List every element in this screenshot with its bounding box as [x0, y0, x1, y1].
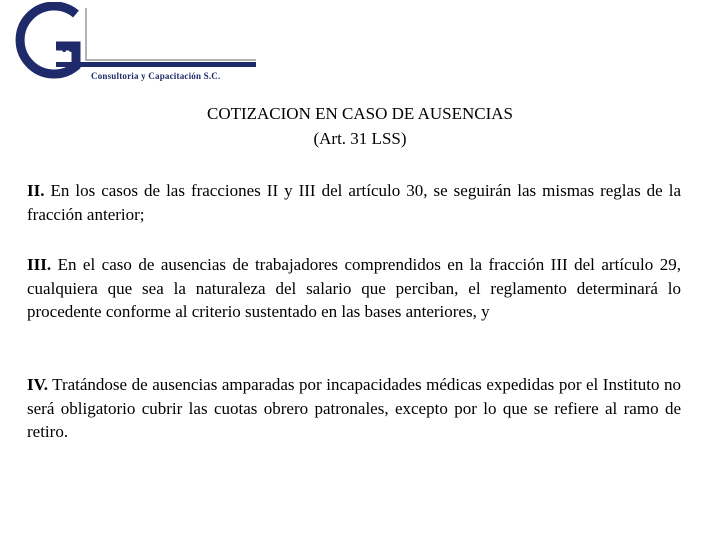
- logo-frame-line: [86, 8, 256, 60]
- company-logo: [4, 2, 260, 86]
- page-title: [0, 101, 720, 151]
- paragraph-numeral: III.: [27, 255, 52, 274]
- paragraph-numeral: IV.: [27, 375, 48, 394]
- paragraph-fraccion-iii: [27, 253, 681, 324]
- logo-mark-text: va: [60, 39, 77, 56]
- logo-graphic: [4, 2, 260, 86]
- logo-underline: [56, 62, 256, 67]
- title-line-2: (Art. 31 LSS): [313, 129, 407, 148]
- paragraph-fraccion-iv: [27, 373, 681, 444]
- paragraph-text: Tratándose de ausencias amparadas por incapacidades médicas expedidas por el Instituto no será obligatorio cubrir las cuotas obrero patronales, excepto por lo que se refiere al ramo de retiro.: [27, 375, 681, 441]
- logo-company-name: Consultoria y Capacitación S.C.: [91, 71, 221, 81]
- paragraph-fraccion-ii: [27, 179, 681, 226]
- paragraph-numeral: II.: [27, 181, 45, 200]
- paragraph-text: En los casos de las fracciones II y III del artículo 30, se seguirán las mismas reglas de la fracción anterior;: [27, 181, 681, 224]
- title-line-1: COTIZACION EN CASO DE AUSENCIAS: [206, 104, 513, 123]
- paragraph-text: En el caso de ausencias de trabajadores comprendidos en la fracción III del artículo 29, cualquiera que sea la naturaleza del salario que perciban, el reglamento determinará lo procedente conforme al criterio sustentado en las bases anteriores, y: [27, 255, 681, 321]
